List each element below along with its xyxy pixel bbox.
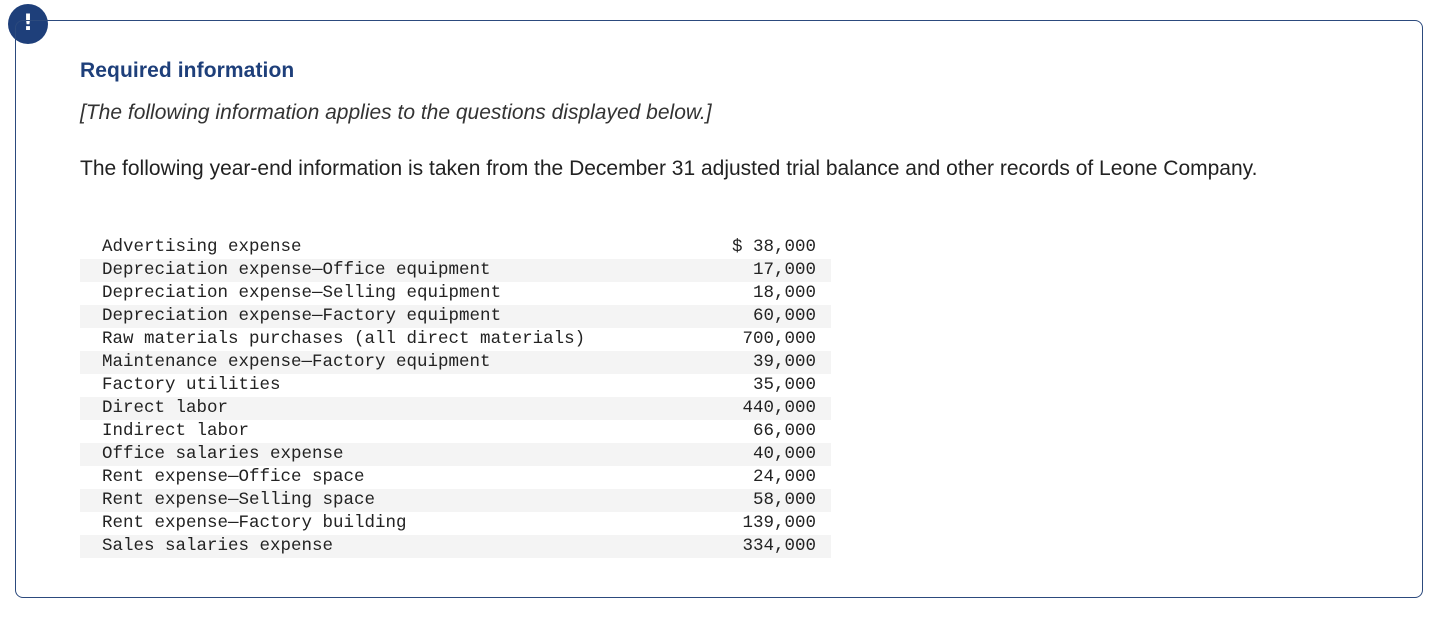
table-row <box>80 259 831 282</box>
account-name: Rent expense—Factory building <box>102 513 407 533</box>
table-row <box>80 466 831 489</box>
card-title: Required information <box>80 59 295 82</box>
trial-balance-table <box>80 236 831 558</box>
account-amount: 700,000 <box>742 329 816 349</box>
account-name: Factory utilities <box>102 375 281 395</box>
account-amount: 17,000 <box>708 259 831 282</box>
table-row <box>80 512 831 535</box>
account-amount: $ 38,000 <box>731 237 816 257</box>
table-row <box>80 351 831 374</box>
account-name: Depreciation expense—Office equipment <box>80 259 708 282</box>
account-name: Raw materials purchases (all direct materials) <box>102 329 586 349</box>
account-name: Indirect labor <box>102 421 250 441</box>
account-name: Rent expense—Selling space <box>80 489 708 512</box>
card-subtitle: [The following information applies to the questions displayed below.] <box>80 101 712 124</box>
account-amount: 66,000 <box>752 421 816 441</box>
account-name: Depreciation expense—Factory equipment <box>80 305 708 328</box>
account-amount: 18,000 <box>752 283 816 303</box>
table-row <box>80 420 831 443</box>
table-row <box>80 443 831 466</box>
card-intro-text: The following year-end information is taken from the December 31 adjusted trial balance and other records of Leone Company. <box>80 157 1258 180</box>
account-name: Maintenance expense—Factory equipment <box>80 351 708 374</box>
account-name: Advertising expense <box>102 237 302 257</box>
account-amount: 24,000 <box>752 467 816 487</box>
table-row <box>80 397 831 420</box>
account-amount: 39,000 <box>708 351 831 374</box>
account-amount: 139,000 <box>742 513 816 533</box>
table-row <box>80 328 831 351</box>
table-row <box>80 374 831 397</box>
account-amount: 60,000 <box>708 305 831 328</box>
account-amount: 58,000 <box>708 489 831 512</box>
account-amount: 35,000 <box>752 375 816 395</box>
table-row <box>80 489 831 512</box>
account-name: Office salaries expense <box>80 443 708 466</box>
account-name: Depreciation expense—Selling equipment <box>102 283 502 303</box>
account-amount: 334,000 <box>708 535 831 558</box>
account-amount: 40,000 <box>708 443 831 466</box>
account-name: Direct labor <box>80 397 708 420</box>
required-information-card <box>15 20 1423 598</box>
table-row <box>80 236 831 259</box>
account-name: Rent expense—Office space <box>102 467 365 487</box>
table-row <box>80 535 831 558</box>
account-name: Sales salaries expense <box>80 535 708 558</box>
table-row <box>80 305 831 328</box>
account-amount: 440,000 <box>708 397 831 420</box>
alert-icon: ! <box>8 4 48 44</box>
table-row <box>80 282 831 305</box>
